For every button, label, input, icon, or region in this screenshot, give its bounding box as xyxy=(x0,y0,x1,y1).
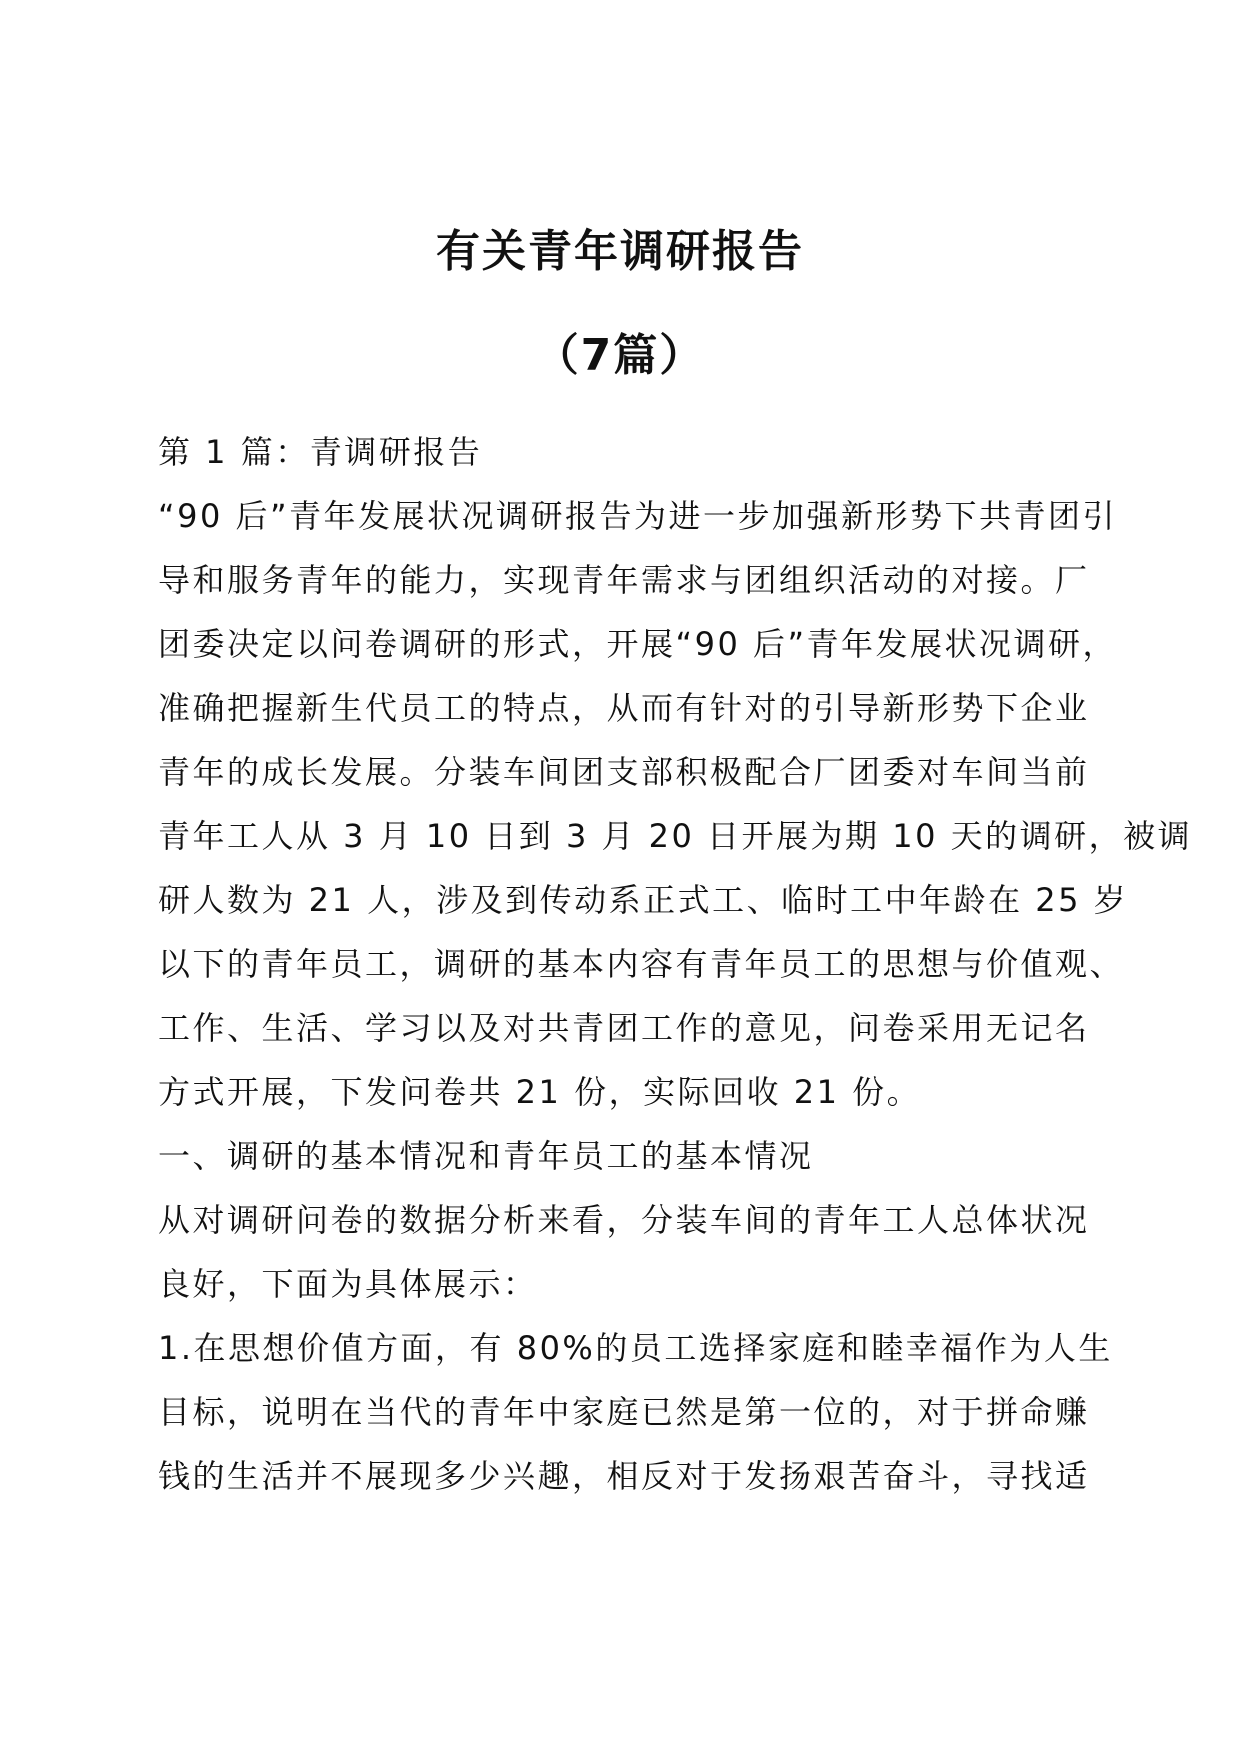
paragraph-line: “90 后”青年发展状况调研报告为进一步加强新形势下共青团引 xyxy=(158,497,1118,535)
paragraph-line: 工作、生活、学习以及对共青团工作的意见，问卷采用无记名 xyxy=(158,1009,1090,1047)
paragraph-line: 准确把握新生代员工的特点，从而有针对的引导新形势下企业 xyxy=(158,689,1090,727)
document-body xyxy=(158,420,1193,1508)
section-heading: 第 1 篇：青调研报告 xyxy=(158,433,483,471)
section-heading: 一、调研的基本情况和青年员工的基本情况 xyxy=(158,1137,814,1175)
paragraph-line: 从对调研问卷的数据分析来看，分装车间的青年工人总体状况 xyxy=(158,1201,1090,1239)
document-subtitle: （7篇） xyxy=(534,330,706,381)
paragraph-line: 青年的成长发展。分装车间团支部积极配合厂团委对车间当前 xyxy=(158,753,1090,791)
paragraph-line: 钱的生活并不展现多少兴趣，相反对于发扬艰苦奋斗，寻找适 xyxy=(158,1457,1090,1495)
paragraph-line: 导和服务青年的能力，实现青年需求与团组织活动的对接。厂 xyxy=(158,561,1090,599)
paragraph-line: 1.在思想价值方面，有 80%的员工选择家庭和睦幸福作为人生 xyxy=(158,1329,1113,1367)
document-title: 有关青年调研报告 xyxy=(436,226,804,277)
paragraph-line: 青年工人从 3 月 10 日到 3 月 20 日开展为期 10 天的调研，被调 xyxy=(158,817,1193,855)
paragraph-line: 良好，下面为具体展示： xyxy=(158,1265,538,1303)
paragraph-line: 团委决定以问卷调研的形式，开展“90 后”青年发展状况调研， xyxy=(158,625,1118,663)
paragraph-line: 目标，说明在当代的青年中家庭已然是第一位的，对于拼命赚 xyxy=(158,1393,1090,1431)
paragraph-line: 研人数为 21 人，涉及到传动系正式工、临时工中年龄在 25 岁 xyxy=(158,881,1129,919)
paragraph-line: 方式开展，下发问卷共 21 份，实际回收 21 份。 xyxy=(158,1073,922,1111)
paragraph-line: 以下的青年员工，调研的基本内容有青年员工的思想与价值观、 xyxy=(158,945,1125,983)
